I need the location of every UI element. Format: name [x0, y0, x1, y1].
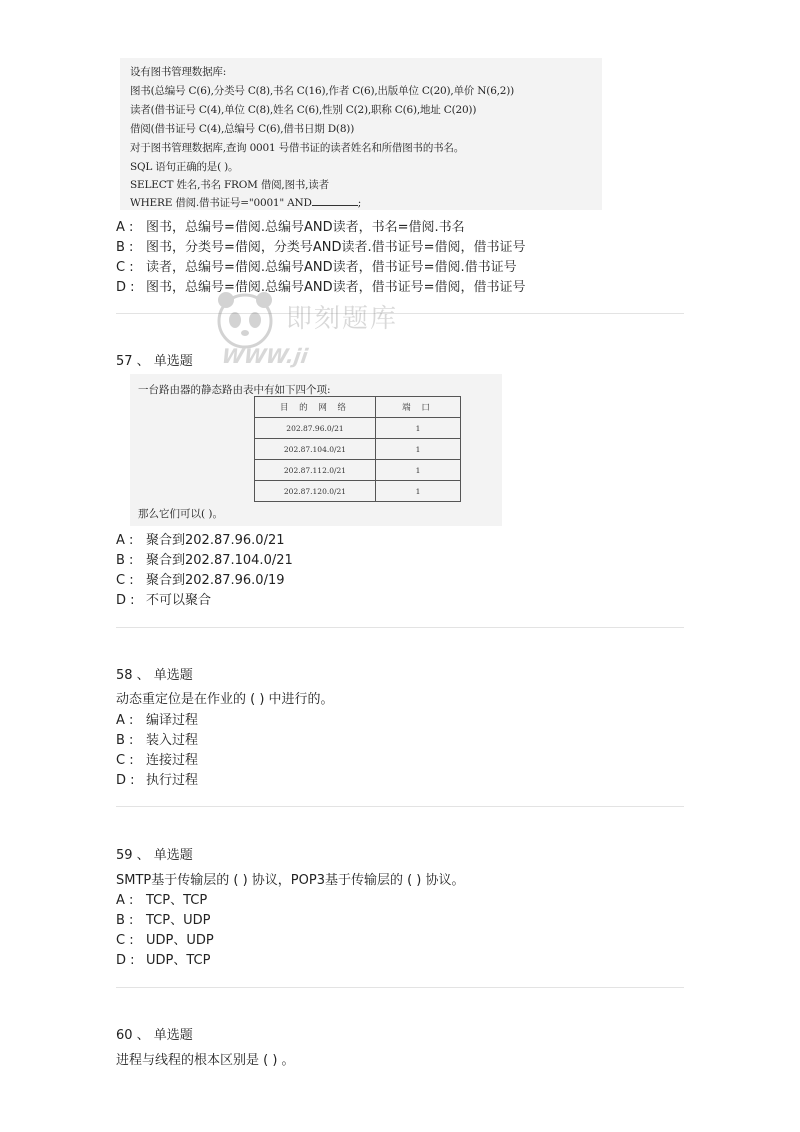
table-cell: 1 [376, 481, 461, 502]
q57-option-a[interactable]: A : 聚合到202.87.96.0/21 [116, 533, 285, 548]
q58-option-c[interactable]: C : 连接过程 [116, 753, 199, 768]
scan-line-text: WHERE 借阅.借书证号="0001" AND [130, 197, 312, 209]
table-cell: 202.87.104.0/21 [255, 439, 376, 460]
watermark [212, 286, 432, 366]
table-row [255, 481, 461, 502]
question-57-header: 57 、 单选题 [116, 354, 193, 369]
scan-line: 借阅(借书证号 C(4),总编号 C(6),借书日期 D(8)) [130, 123, 355, 135]
q59-option-a[interactable]: A : TCP、TCP [116, 893, 208, 908]
q56-option-a[interactable]: A : 图书，总编号=借阅.总编号AND读者，书名=借阅.书名 [116, 220, 465, 235]
q58-option-d[interactable]: D : 执行过程 [116, 773, 199, 788]
table-cell: 1 [376, 418, 461, 439]
q59-option-c[interactable]: C : UDP、UDP [116, 933, 214, 948]
q58-option-a[interactable]: A : 编译过程 [116, 713, 199, 728]
question-58-stem: 动态重定位是在作业的 ( ) 中进行的。 [116, 692, 334, 707]
question-59-stem: SMTP基于传输层的 ( ) 协议，POP3基于传输层的 ( ) 协议。 [116, 873, 465, 888]
question-divider [116, 627, 684, 628]
q56-option-b[interactable]: B : 图书，分类号=借阅，分类号AND读者.借书证号=借阅，借书证号 [116, 240, 526, 255]
scan-line: SELECT 姓名,书名 FROM 借阅,图书,读者 [130, 179, 329, 191]
question-60-header: 60 、 单选题 [116, 1028, 193, 1043]
watermark-text: 即刻题库 [286, 304, 399, 334]
q56-option-c[interactable]: C : 读者，总编号=借阅.总编号AND读者，借书证号=借阅.借书证号 [116, 260, 517, 275]
q57-option-b[interactable]: B : 聚合到202.87.104.0/21 [116, 553, 293, 568]
column-header: 端 口 [376, 397, 461, 418]
q57-option-d[interactable]: D : 不可以聚合 [116, 593, 212, 608]
scan-line: 设有图书管理数据库: [130, 66, 227, 78]
scan-line: SQL 语句正确的是( )。 [130, 161, 239, 173]
watermark-url: WWW.ji [220, 344, 310, 368]
table-cell: 1 [376, 439, 461, 460]
question-60-stem: 进程与线程的根本区别是 ( ) 。 [116, 1053, 295, 1068]
question-56-scan-image [120, 58, 602, 210]
scan-line [130, 195, 361, 210]
table-header-row [255, 397, 461, 418]
question-59-header: 59 、 单选题 [116, 848, 193, 863]
scan-line: 对于图书管理数据库,查询 0001 号借书证的读者姓名和所借图书的书名。 [130, 142, 465, 154]
question-57-scan-image [130, 374, 502, 526]
column-header: 目 的 网 络 [255, 397, 376, 418]
panda-logo-icon [212, 286, 278, 352]
table-cell: 202.87.112.0/21 [255, 460, 376, 481]
routing-table [254, 396, 461, 502]
scan-line-end: ; [357, 197, 362, 209]
q59-option-b[interactable]: B : TCP、UDP [116, 913, 211, 928]
table-cell: 202.87.120.0/21 [255, 481, 376, 502]
table-row [255, 418, 461, 439]
q57-option-c[interactable]: C : 聚合到202.87.96.0/19 [116, 573, 285, 588]
q56-option-d[interactable]: D : 图书，总编号=借阅.总编号AND读者，借书证号=借阅，借书证号 [116, 280, 526, 295]
table-cell: 202.87.96.0/21 [255, 418, 376, 439]
scan-line: 读者(借书证号 C(4),单位 C(8),姓名 C(6),性别 C(2),职称 C(6),地址 C(20)) [130, 104, 477, 116]
scan-caption: 一台路由器的静态路由表中有如下四个项: [138, 384, 331, 396]
table-row [255, 439, 461, 460]
fill-blank [312, 196, 358, 206]
table-cell: 1 [376, 460, 461, 481]
question-58-header: 58 、 单选题 [116, 668, 193, 683]
scan-footer: 那么它们可以( )。 [138, 508, 224, 520]
table-row [255, 460, 461, 481]
question-divider [116, 806, 684, 807]
scan-line: 图书(总编号 C(6),分类号 C(8),书名 C(16),作者 C(6),出版单位 C(20),单价 N(6,2)) [130, 85, 515, 97]
q59-option-d[interactable]: D : UDP、TCP [116, 953, 211, 968]
q58-option-b[interactable]: B : 装入过程 [116, 733, 199, 748]
question-divider [116, 987, 684, 988]
